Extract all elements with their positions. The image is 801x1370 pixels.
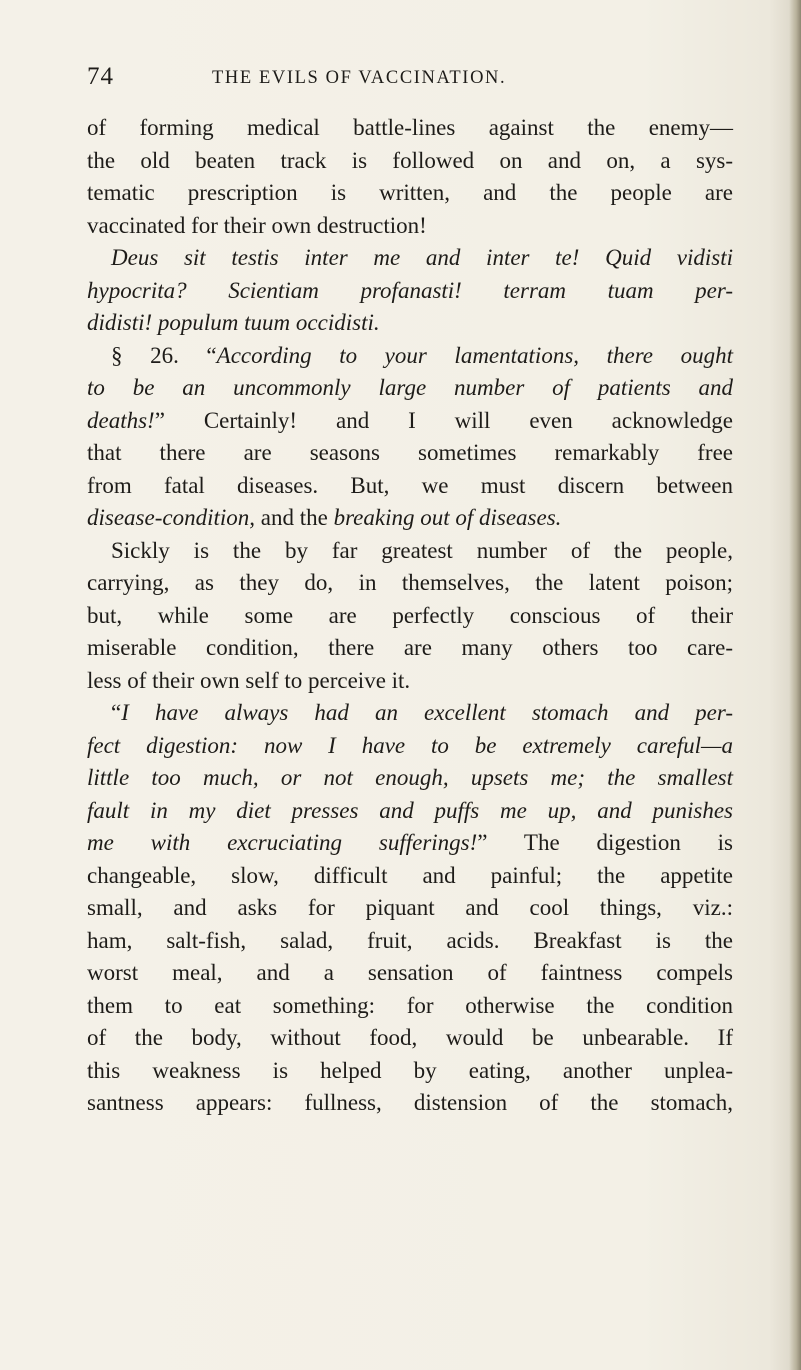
text-line <box>87 307 733 340</box>
italic-text: to be an uncommonly large number of patients and <box>87 375 733 400</box>
text-segment: and the <box>255 505 334 530</box>
text-line <box>87 892 733 925</box>
text-segment: santness appears: fullness, distension of the stomach, <box>87 1090 733 1115</box>
text-line <box>87 437 733 470</box>
text-segment: tematic prescription is written, and the people are <box>87 180 733 205</box>
text-segment: Sickly is the by far greatest number of the people, <box>111 537 733 563</box>
text-line <box>87 600 733 633</box>
text-line <box>87 372 733 405</box>
italic-text: me with excruciating sufferings! <box>87 830 478 855</box>
text-line <box>87 827 733 860</box>
italic-text: Deus sit testis inter me and inter te! Quid vidisti <box>111 245 733 270</box>
text-line <box>87 210 733 243</box>
text-line <box>87 145 733 178</box>
running-head: THE EVILS OF VACCINATION. <box>212 68 507 88</box>
text-segment: § 26. “ <box>111 342 217 368</box>
text-segment: miserable condition, there are many others too care- <box>87 635 733 660</box>
text-segment: of the body, without food, would be unbearable. If <box>87 1025 733 1050</box>
italic-text: I have always had an excellent stomach and per- <box>121 700 733 725</box>
text-segment: “ <box>111 700 122 725</box>
italic-text: disease-condition, <box>87 505 255 530</box>
italic-text: deaths! <box>87 407 155 433</box>
text-segment: but, while some are perfectly conscious of their <box>87 602 733 628</box>
text-line <box>87 795 733 828</box>
text-line <box>87 470 733 503</box>
page-number: 74 <box>87 63 114 90</box>
text-line <box>87 730 733 763</box>
text-segment: vaccinated for their own destruction! <box>87 212 427 238</box>
text-line <box>87 177 733 210</box>
text-segment: the old beaten track is followed on and on, a sys- <box>87 147 733 173</box>
text-segment: small, and asks for piquant and cool things, viz.: <box>87 895 733 920</box>
page-edge-shadow <box>789 0 801 1370</box>
text-segment: less of their own self to perceive it. <box>87 667 411 693</box>
text-segment: ” The digestion is <box>477 830 733 855</box>
text-line <box>87 112 733 145</box>
text-line <box>87 1055 733 1088</box>
italic-text: fect digestion: now I have to be extremely careful—a <box>87 732 733 758</box>
text-segment: them to eat something: for otherwise the condition <box>87 992 733 1018</box>
text-line <box>87 697 733 730</box>
italic-text: breaking out of diseases. <box>333 505 562 530</box>
italic-text: didisti! populum tuum occidisti. <box>87 310 380 335</box>
italic-text: According to your lamentations, there ought <box>216 342 733 368</box>
text-line <box>87 535 733 568</box>
text-segment: this weakness is helped by eating, another unplea- <box>87 1057 733 1083</box>
text-line <box>87 1087 733 1120</box>
text-line <box>87 1022 733 1055</box>
text-segment: of forming medical battle-lines against the enemy— <box>87 115 733 140</box>
text-segment: ham, salt-fish, salad, fruit, acids. Breakfast is the <box>87 927 733 953</box>
text-segment: ” Certainly! and I will even acknowledge <box>154 407 733 433</box>
text-line <box>87 405 733 438</box>
text-line <box>87 567 733 600</box>
text-line <box>87 275 733 308</box>
text-line <box>87 957 733 990</box>
text-line <box>87 665 733 698</box>
text-segment: changeable, slow, difficult and painful; the appetite <box>87 862 733 888</box>
text-segment: carrying, as they do, in themselves, the latent poison; <box>87 570 733 595</box>
text-line <box>87 860 733 893</box>
text-line <box>87 242 733 275</box>
text-segment: from fatal diseases. But, we must discern between <box>87 472 733 498</box>
text-line <box>87 502 733 535</box>
text-segment: worst meal, and a sensation of faintness compels <box>87 960 733 985</box>
body-text <box>87 112 733 1120</box>
text-line <box>87 925 733 958</box>
italic-text: little too much, or not enough, upsets me; the smallest <box>87 765 733 790</box>
text-line <box>87 340 733 373</box>
italic-text: hypocrita? Scientiam profanasti! terram tuam per- <box>87 277 733 303</box>
text-line <box>87 990 733 1023</box>
italic-text: fault in my diet presses and puffs me up, and punishes <box>87 797 733 823</box>
text-line <box>87 632 733 665</box>
text-line <box>87 762 733 795</box>
text-segment: that there are seasons sometimes remarkably free <box>87 440 733 465</box>
